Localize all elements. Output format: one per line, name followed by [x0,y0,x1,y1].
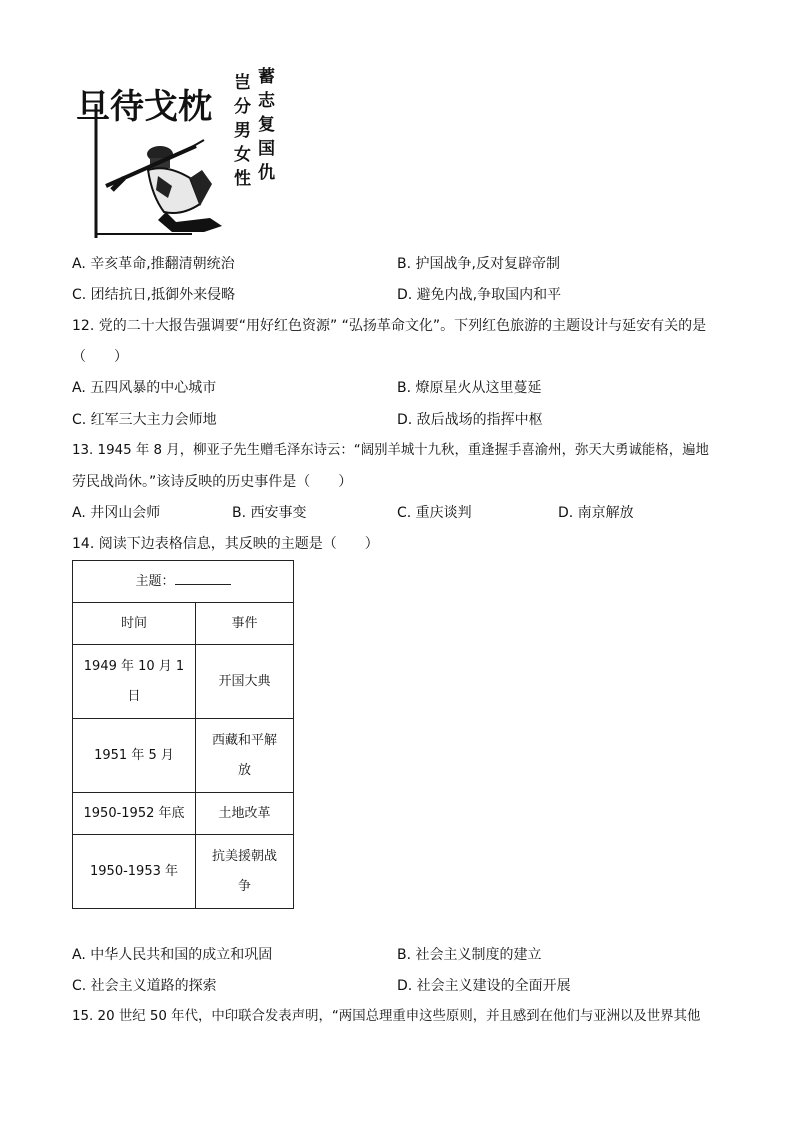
q12-option-b: B. 燎原星火从这里蔓延 [397,380,542,396]
propaganda-poster-image [72,66,282,238]
poster-side-left-3: 男 [234,121,251,141]
q13-option-d: D. 南京解放 [558,505,634,521]
table-cell-event: 土地改革 [196,793,294,835]
table-header-row [73,603,294,645]
poster-title: 旦待戈枕 [76,87,212,127]
poster-side-right-5: 仇 [258,163,275,183]
q14-option-b: B. 社会主义制度的建立 [397,947,542,963]
q14-stem: 14. 阅读下边表格信息，其反映的主题是（ ） [72,536,379,552]
q11-option-a: A. 辛亥革命,推翻清朝统治 [72,256,235,272]
table-header-time: 时间 [73,603,196,645]
q11-option-d: D. 避免内战,争取国内和平 [397,287,562,303]
q11-option-b: B. 护国战争,反对复辟帝制 [397,256,560,272]
poster-illustration [72,66,282,238]
poster-side-right-4: 国 [258,139,275,159]
q15-stem-line1: 15. 20 世纪 50 年代，中印联合发表声明，“两国总理重申这些原则，并且感到在他们与亚洲以及世界其他 [72,1009,701,1024]
q13-stem-line2: 劳民战尚休。”该诗反映的历史事件是（ ） [72,474,353,490]
q13-option-b: B. 西安事变 [232,505,307,521]
poster-side-left-5: 性 [234,169,251,189]
q11-option-c: C. 团结抗日,抵御外来侵略 [72,287,236,303]
table-cell-time: 1949 年 10 月 1 日 [73,645,196,719]
q14-option-c: C. 社会主义道路的探索 [72,978,217,994]
q13-option-a: A. 井冈山会师 [72,505,161,521]
table-cell-event: 开国大典 [196,645,294,719]
table-header-event: 事件 [196,603,294,645]
table-theme-cell [73,561,294,603]
poster-side-right-1: 蓄 [258,67,275,87]
poster-side-left-1: 岂 [234,73,251,93]
table-row [73,835,294,909]
q14-option-d: D. 社会主义建设的全面开展 [397,978,571,994]
poster-side-left-2: 分 [234,97,251,117]
q13-option-c: C. 重庆谈判 [397,505,472,521]
q12-stem-line2: （ ） [72,349,128,365]
soldier-figure-icon [106,140,222,232]
table-cell-event: 抗美援朝战 争 [196,835,294,909]
table-row [73,645,294,719]
table-row [73,793,294,835]
q14-table [72,560,294,909]
table-row [73,719,294,793]
table-cell-time: 1950-1953 年 [73,835,196,909]
table-cell-time: 1950-1952 年底 [73,793,196,835]
table-theme-row [73,561,294,603]
q13-stem-line1: 13. 1945 年 8 月，柳亚子先生赠毛泽东诗云：“阔别羊城十九秋，重逢握手喜渝州，弥天大勇诚能格，遍地 [72,443,709,458]
q14-option-a: A. 中华人民共和国的成立和巩固 [72,947,273,963]
q12-stem-line1: 12. 党的二十大报告强调要“用好红色资源” “弘扬革命文化”。下列红色旅游的主题设计与延安有关的是 [72,318,707,334]
table-theme-label: 主题： [135,573,175,589]
q12-option-d: D. 敌后战场的指挥中枢 [397,412,543,428]
poster-side-right-2: 志 [258,91,275,111]
table-cell-time: 1951 年 5 月 [73,719,196,793]
table-cell-event: 西藏和平解 放 [196,719,294,793]
table-theme-blank [175,570,231,585]
q12-option-c: C. 红军三大主力会师地 [72,412,217,428]
poster-side-left-4: 女 [234,145,251,165]
q12-option-a: A. 五四风暴的中心城市 [72,380,217,396]
poster-side-right-3: 复 [258,115,275,135]
